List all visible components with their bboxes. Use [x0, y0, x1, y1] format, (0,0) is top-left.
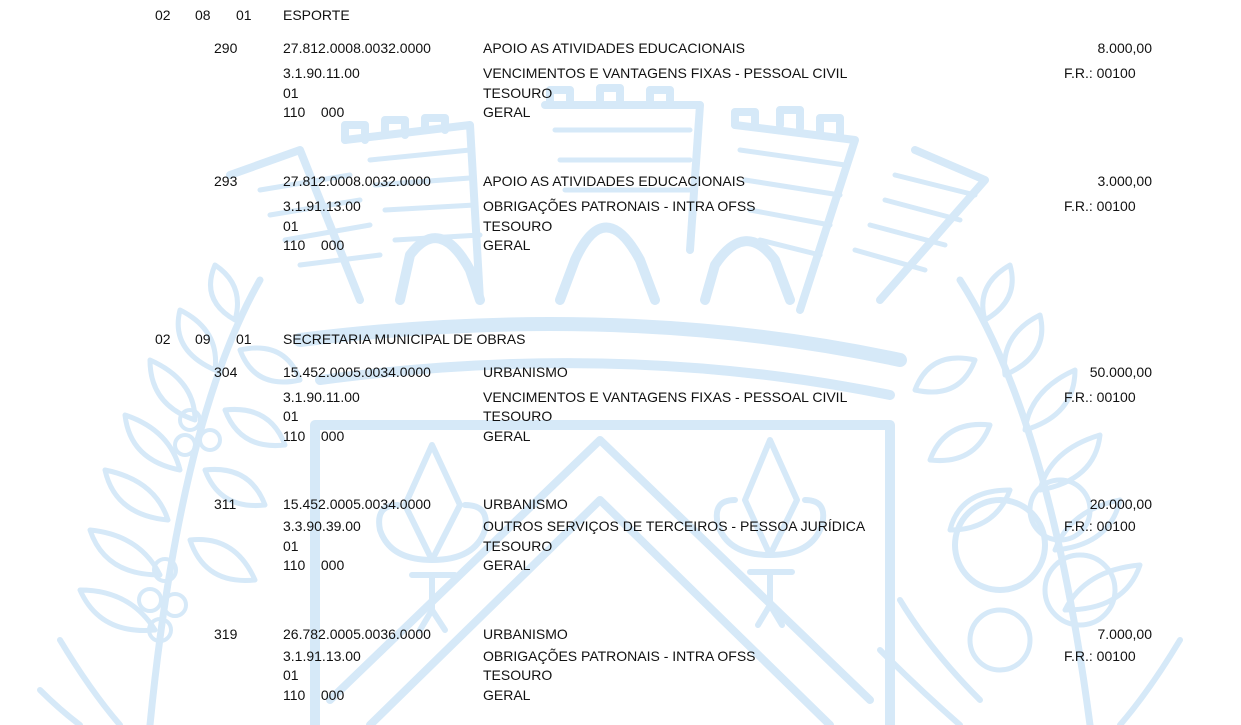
- entry-amount: 50.000,00: [1089, 364, 1152, 380]
- nature-code: 3.3.90.39.00: [283, 518, 361, 534]
- detail-description: GERAL: [483, 687, 531, 703]
- entry-program: 26.782.0005.0036.0000: [283, 626, 431, 642]
- entry-description: URBANISMO: [483, 496, 568, 512]
- entry-description: URBANISMO: [483, 364, 568, 380]
- section-code-3: 01: [236, 331, 252, 347]
- entry-program: 27.812.0008.0032.0000: [283, 173, 431, 189]
- funding-resource: F.R.: 00100: [1064, 198, 1136, 214]
- entry-program: 15.452.0005.0034.0000: [283, 364, 431, 380]
- source-description: TESOURO: [483, 667, 553, 683]
- entry-description: APOIO AS ATIVIDADES EDUCACIONAIS: [483, 173, 745, 189]
- funding-resource: F.R.: 00100: [1064, 648, 1136, 664]
- section-code-3: 01: [236, 7, 252, 23]
- section-title: ESPORTE: [283, 7, 350, 23]
- entry-number: 293: [214, 173, 238, 189]
- nature-description: OBRIGAÇÕES PATRONAIS - INTRA OFSS: [483, 648, 756, 664]
- source-code: 01: [283, 85, 299, 101]
- nature-description: OBRIGAÇÕES PATRONAIS - INTRA OFSS: [483, 198, 756, 214]
- detail-code: 110 000: [283, 237, 345, 253]
- source-code: 01: [283, 667, 299, 683]
- section-code-1: 02: [155, 331, 171, 347]
- nature-description: VENCIMENTOS E VANTAGENS FIXAS - PESSOAL CIVIL: [483, 389, 848, 405]
- detail-description: GERAL: [483, 428, 531, 444]
- source-description: TESOURO: [483, 85, 553, 101]
- detail-description: GERAL: [483, 237, 531, 253]
- entry-program: 27.812.0008.0032.0000: [283, 40, 431, 56]
- funding-resource: F.R.: 00100: [1064, 65, 1136, 81]
- nature-description: OUTROS SERVIÇOS DE TERCEIROS - PESSOA JURÍDICA: [483, 518, 866, 534]
- detail-code: 110 000: [283, 557, 345, 573]
- entry-description: APOIO AS ATIVIDADES EDUCACIONAIS: [483, 40, 745, 56]
- detail-code: 110 000: [283, 104, 345, 120]
- funding-resource: F.R.: 00100: [1064, 389, 1136, 405]
- detail-code: 110 000: [283, 687, 345, 703]
- entry-amount: 20.000,00: [1089, 496, 1152, 512]
- nature-description: VENCIMENTOS E VANTAGENS FIXAS - PESSOAL CIVIL: [483, 65, 848, 81]
- entry-description: URBANISMO: [483, 626, 568, 642]
- section-code-1: 02: [155, 7, 171, 23]
- entry-amount: 8.000,00: [1097, 40, 1152, 56]
- entry-number: 304: [214, 364, 238, 380]
- source-code: 01: [283, 408, 299, 424]
- entry-amount: 7.000,00: [1097, 626, 1152, 642]
- nature-code: 3.1.90.11.00: [283, 389, 360, 405]
- entry-amount: 3.000,00: [1097, 173, 1152, 189]
- entry-number: 290: [214, 40, 238, 56]
- nature-code: 3.1.91.13.00: [283, 648, 361, 664]
- detail-description: GERAL: [483, 557, 531, 573]
- source-description: TESOURO: [483, 408, 553, 424]
- section-title: SECRETARIA MUNICIPAL DE OBRAS: [283, 331, 526, 347]
- source-description: TESOURO: [483, 218, 553, 234]
- detail-code: 110 000: [283, 428, 345, 444]
- detail-description: GERAL: [483, 104, 531, 120]
- section-code-2: 08: [195, 7, 211, 23]
- section-code-2: 09: [195, 331, 211, 347]
- source-code: 01: [283, 218, 299, 234]
- nature-code: 3.1.90.11.00: [283, 65, 360, 81]
- entry-number: 319: [214, 626, 238, 642]
- source-code: 01: [283, 538, 299, 554]
- funding-resource: F.R.: 00100: [1064, 518, 1136, 534]
- nature-code: 3.1.91.13.00: [283, 198, 361, 214]
- entry-program: 15.452.0005.0034.0000: [283, 496, 431, 512]
- source-description: TESOURO: [483, 538, 553, 554]
- entry-number: 311: [214, 496, 237, 512]
